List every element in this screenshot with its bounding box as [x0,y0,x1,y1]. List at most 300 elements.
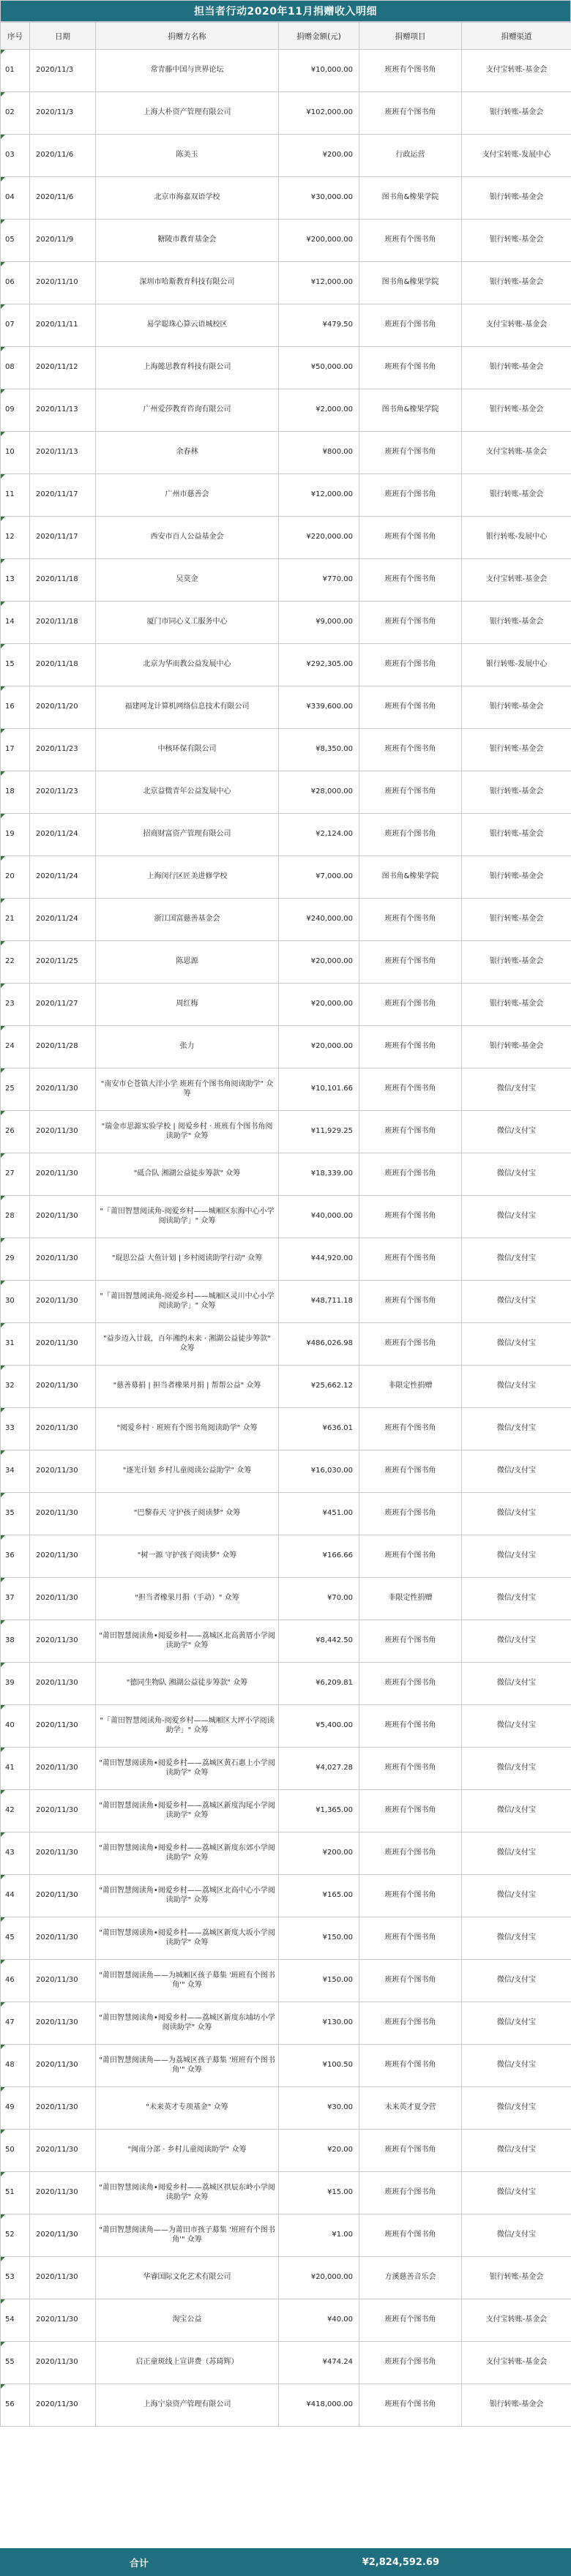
row-channel: 微信/支付宝 [462,1917,571,1960]
row-amount: ¥165.00 [279,1875,359,1917]
comment-marker-icon [1,2214,5,2219]
comment-marker-icon [1,1535,5,1540]
row-date: 2020/11/30 [30,2342,96,2384]
table-row [1,729,571,771]
row-donor: "阅爱乡村 · 班班有个图书角阅读助学" 众筹 [96,1408,279,1450]
row-date: 2020/11/30 [30,2045,96,2087]
table-row [1,559,571,602]
comment-marker-icon [1,2002,5,2007]
row-amount: ¥451.00 [279,1493,359,1535]
row-channel: 微信/支付宝 [462,1790,571,1832]
comment-marker-icon [1,814,5,818]
comment-marker-icon [1,474,5,479]
row-date: 2020/11/30 [30,1663,96,1705]
row-number [1,2214,30,2257]
row-project: 班班有个图书角 [359,1663,462,1705]
row-channel: 银行转账-基金会 [462,814,571,856]
row-channel: 支付宝转账-基金会 [462,2342,571,2384]
row-number [1,1748,30,1790]
row-number [1,1111,30,1153]
row-amount: ¥800.00 [279,432,359,474]
row-donor: "琨思公益 大鱼计划 | 乡村阅读助学行动" 众筹 [96,1238,279,1281]
header-donor: 捐赠方名称 [96,23,279,50]
row-date: 2020/11/30 [30,2214,96,2257]
comment-marker-icon [1,2384,5,2389]
table-row [1,1917,571,1960]
row-project: 方溪慈善音乐会 [359,2257,462,2299]
row-number [1,92,30,135]
row-amount: ¥25,662.12 [279,1366,359,1408]
row-number-text: 31 [5,1339,15,1348]
total-value: ¥2,824,592.69 [362,2556,439,2568]
table-row [1,1408,571,1450]
row-amount: ¥100.50 [279,2045,359,2087]
row-amount: ¥20.00 [279,2130,359,2172]
comment-marker-icon [1,2299,5,2304]
row-donor: 中核环保有限公司 [96,729,279,771]
comment-marker-icon [1,1578,5,1582]
row-number [1,1366,30,1408]
row-date: 2020/11/12 [30,347,96,389]
row-date: 2020/11/30 [30,1620,96,1663]
row-donor: "巴黎春天 守护孩子阅读梦" 众筹 [96,1493,279,1535]
table-row [1,1705,571,1748]
table-row [1,856,571,899]
row-donor: "莆田智慧阅读角•阅爱乡村——荔城区北高中心小学阅读助学" 众筹 [96,1875,279,1917]
row-amount: ¥150.00 [279,1960,359,2002]
row-donor: "逐光计划 乡村儿童阅读公益助学" 众筹 [96,1450,279,1493]
row-donor: 广州爱莎教育咨询有限公司 [96,389,279,432]
comment-marker-icon [1,899,5,903]
table-row [1,2002,571,2045]
row-number-text: 17 [5,745,15,754]
row-date: 2020/11/30 [30,1196,96,1238]
row-donor: 陈美玉 [96,135,279,177]
row-donor: "莆田智慧阅读角•阅爱乡村——荔城区新度沟尾小学阅读助学" 众筹 [96,1790,279,1832]
table-row [1,389,571,432]
row-project: 班班有个图书角 [359,1875,462,1917]
row-number-text: 36 [5,1551,15,1560]
row-number [1,1535,30,1578]
row-date: 2020/11/30 [30,1323,96,1366]
row-amount: ¥166.66 [279,1535,359,1578]
row-channel: 银行转账-基金会 [462,856,571,899]
row-date: 2020/11/6 [30,135,96,177]
row-channel: 支付宝转账-基金会 [462,432,571,474]
total-row [0,2548,571,2576]
row-donor: 招商财富资产管理有限公司 [96,814,279,856]
table-row [1,517,571,559]
row-donor: 北京市海嘉双语学校 [96,177,279,220]
row-project: 班班有个图书角 [359,2214,462,2257]
row-channel: 银行转账-基金会 [462,602,571,644]
row-project: 班班有个图书角 [359,432,462,474]
row-donor: 华睿国际文化艺术有限公司 [96,2257,279,2299]
row-number [1,2002,30,2045]
row-channel: 微信/支付宝 [462,1323,571,1366]
header-no: 序号 [1,23,30,50]
row-number [1,1578,30,1620]
table-row [1,1450,571,1493]
row-number-text: 54 [5,2315,15,2324]
row-number [1,1663,30,1705]
row-channel: 微信/支付宝 [462,1960,571,2002]
row-project: 班班有个图书角 [359,1790,462,1832]
row-number-text: 50 [5,2146,15,2154]
row-project: 图书角&橡果学院 [359,389,462,432]
row-channel: 微信/支付宝 [462,1196,571,1238]
row-project: 班班有个图书角 [359,814,462,856]
row-amount: ¥130.00 [279,2002,359,2045]
table-row [1,2172,571,2214]
row-date: 2020/11/30 [30,1960,96,2002]
table-row [1,432,571,474]
row-project: 班班有个图书角 [359,1832,462,1875]
row-date: 2020/11/25 [30,941,96,984]
row-date: 2020/11/17 [30,474,96,517]
row-project: 班班有个图书角 [359,941,462,984]
row-channel: 微信/支付宝 [462,2087,571,2130]
table-row [1,814,571,856]
row-number-text: 35 [5,1509,15,1518]
row-donor: 广州市慈善会 [96,474,279,517]
header-channel: 捐赠渠道 [462,23,571,50]
row-amount: ¥102,000.00 [279,92,359,135]
row-number [1,1323,30,1366]
row-project: 未来英才夏令营 [359,2087,462,2130]
comment-marker-icon [1,135,5,139]
row-donor: 上海懿思教育科技有限公司 [96,347,279,389]
comment-marker-icon [1,1238,5,1243]
row-number-text: 45 [5,1933,15,1942]
row-date: 2020/11/30 [30,1578,96,1620]
row-date: 2020/11/17 [30,517,96,559]
row-number-text: 30 [5,1297,15,1306]
row-channel: 微信/支付宝 [462,2172,571,2214]
row-date: 2020/11/30 [30,1366,96,1408]
row-amount: ¥20,000.00 [279,984,359,1026]
table-row [1,1748,571,1790]
row-donor: 上海闵行区匠美进修学校 [96,856,279,899]
row-date: 2020/11/30 [30,1705,96,1748]
row-channel: 微信/支付宝 [462,1535,571,1578]
row-donor: 福建网龙计算机网络信息技术有限公司 [96,686,279,729]
row-date: 2020/11/20 [30,686,96,729]
comment-marker-icon [1,644,5,648]
row-number [1,2130,30,2172]
table-row [1,304,571,347]
comment-marker-icon [1,602,5,606]
row-channel: 微信/支付宝 [462,1705,571,1748]
comment-marker-icon [1,1366,5,1370]
comment-marker-icon [1,1493,5,1497]
row-date: 2020/11/30 [30,1917,96,1960]
row-project: 班班有个图书角 [359,1748,462,1790]
comment-marker-icon [1,2257,5,2261]
row-donor: 陈思源 [96,941,279,984]
row-donor: 厦门市同心义工服务中心 [96,602,279,644]
row-number-text: 52 [5,2231,15,2239]
row-number-text: 19 [5,830,15,839]
row-date: 2020/11/30 [30,2087,96,2130]
row-channel: 支付宝转账-基金会 [462,2299,571,2342]
row-number [1,220,30,262]
comment-marker-icon [1,559,5,564]
row-amount: ¥9,000.00 [279,602,359,644]
table-row [1,1153,571,1196]
row-donor: 上海宁泉资产管理有限公司 [96,2384,279,2427]
row-number-text: 47 [5,2018,15,2027]
table-row [1,1366,571,1408]
row-amount: ¥486,026.98 [279,1323,359,1366]
row-donor: 北京益微青年公益发展中心 [96,771,279,814]
row-channel: 支付宝转账-基金会 [462,559,571,602]
comment-marker-icon [1,1153,5,1158]
row-amount: ¥20,000.00 [279,1026,359,1068]
row-number [1,517,30,559]
row-number [1,941,30,984]
row-project: 班班有个图书角 [359,899,462,941]
row-amount: ¥8,442.50 [279,1620,359,1663]
row-date: 2020/11/24 [30,899,96,941]
row-amount: ¥1.00 [279,2214,359,2257]
row-donor: 余春林 [96,432,279,474]
row-number-text: 07 [5,321,15,329]
row-project: 非限定性捐赠 [359,1366,462,1408]
row-amount: ¥5,400.00 [279,1705,359,1748]
row-channel: 微信/支付宝 [462,1748,571,1790]
row-project: 班班有个图书角 [359,1196,462,1238]
row-date: 2020/11/30 [30,1493,96,1535]
row-project: 班班有个图书角 [359,729,462,771]
row-donor: "瑞金市思源实验学校 | 阅爱乡村 · 班班有个图书角阅读助学" 众筹 [96,1111,279,1153]
row-number [1,602,30,644]
table-row [1,644,571,686]
row-number [1,474,30,517]
row-donor: "闽南分部 · 乡村儿童阅读助学" 众筹 [96,2130,279,2172]
row-amount: ¥70.00 [279,1578,359,1620]
header-project: 捐赠项目 [359,23,462,50]
row-donor: "担当者橡果月捐（手动）" 众筹 [96,1578,279,1620]
row-project: 班班有个图书角 [359,1450,462,1493]
row-number [1,1238,30,1281]
row-project: 班班有个图书角 [359,474,462,517]
row-date: 2020/11/23 [30,729,96,771]
row-date: 2020/11/30 [30,2384,96,2427]
row-number [1,1917,30,1960]
row-number [1,1790,30,1832]
row-amount: ¥15.00 [279,2172,359,2214]
row-donor: 常青藤中国与世界论坛 [96,50,279,92]
row-date: 2020/11/13 [30,432,96,474]
row-amount: ¥12,000.00 [279,474,359,517]
row-number [1,1408,30,1450]
row-number-text: 33 [5,1424,15,1433]
row-project: 班班有个图书角 [359,1960,462,2002]
row-project: 班班有个图书角 [359,686,462,729]
row-donor: "莆田智慧阅读角——为荔城区孩子募集 '班班有个图书角'" 众筹 [96,2045,279,2087]
comment-marker-icon [1,1748,5,1752]
row-amount: ¥40,000.00 [279,1196,359,1238]
row-donor: 吴莫金 [96,559,279,602]
comment-marker-icon [1,389,5,394]
comment-marker-icon [1,1323,5,1328]
row-channel: 银行转账-基金会 [462,941,571,984]
row-date: 2020/11/18 [30,559,96,602]
row-number-text: 23 [5,1000,15,1008]
row-channel: 银行转账-基金会 [462,984,571,1026]
row-number-text: 34 [5,1467,15,1475]
row-number [1,559,30,602]
row-donor: "「莆田智慧阅读角-阅爱乡村——城厢区灵川中心小学阅读助学」" 众筹 [96,1281,279,1323]
table-row [1,771,571,814]
row-project: 班班有个图书角 [359,2130,462,2172]
row-amount: ¥474.24 [279,2342,359,2384]
row-donor: "德同生物队 湘湖公益徒步筹款" 众筹 [96,1663,279,1705]
row-date: 2020/11/9 [30,220,96,262]
row-channel: 银行转账-基金会 [462,474,571,517]
row-amount: ¥11,929.25 [279,1111,359,1153]
row-channel: 银行转账-基金会 [462,92,571,135]
row-date: 2020/11/30 [30,1153,96,1196]
header-row [1,23,571,50]
row-project: 班班有个图书角 [359,92,462,135]
row-number-text: 02 [5,108,15,117]
row-date: 2020/11/30 [30,2299,96,2342]
comment-marker-icon [1,2087,5,2092]
table-row [1,1535,571,1578]
row-number-text: 06 [5,278,15,287]
row-project: 班班有个图书角 [359,1705,462,1748]
table-row [1,2087,571,2130]
row-project: 班班有个图书角 [359,1111,462,1153]
row-date: 2020/11/3 [30,50,96,92]
row-number [1,2045,30,2087]
table-row [1,1875,571,1917]
row-number-text: 40 [5,1721,15,1730]
row-number-text: 11 [5,490,15,499]
row-amount: ¥2,000.00 [279,389,359,432]
row-project: 班班有个图书角 [359,1323,462,1366]
row-number-text: 39 [5,1679,15,1688]
row-donor: "莆田智慧阅读角•阅爱乡村——荔城区北高黄厝小学阅读助学" 众筹 [96,1620,279,1663]
table-row [1,984,571,1026]
row-number [1,686,30,729]
comment-marker-icon [1,1620,5,1625]
row-date: 2020/11/10 [30,262,96,304]
row-number-text: 25 [5,1085,15,1093]
row-number-text: 41 [5,1764,15,1772]
table-row [1,1111,571,1153]
row-project: 班班有个图书角 [359,2384,462,2427]
row-channel: 银行转账-基金会 [462,899,571,941]
table-row [1,1663,571,1705]
row-amount: ¥339,600.00 [279,686,359,729]
row-channel: 微信/支付宝 [462,2045,571,2087]
row-number [1,2087,30,2130]
row-project: 班班有个图书角 [359,2342,462,2384]
row-date: 2020/11/30 [30,1068,96,1111]
row-number [1,262,30,304]
row-number [1,2342,30,2384]
row-project: 班班有个图书角 [359,2045,462,2087]
row-project: 班班有个图书角 [359,984,462,1026]
row-channel: 微信/支付宝 [462,1620,571,1663]
table-row [1,2342,571,2384]
row-date: 2020/11/30 [30,1281,96,1323]
row-amount: ¥220,000.00 [279,517,359,559]
row-date: 2020/11/3 [30,92,96,135]
comment-marker-icon [1,517,5,521]
row-channel: 银行转账-基金会 [462,729,571,771]
row-channel: 银行转账-基金会 [462,347,571,389]
row-channel: 微信/支付宝 [462,2130,571,2172]
row-project: 非限定性捐赠 [359,1578,462,1620]
row-donor: "莆田智慧阅读角——为莆田市孩子募集 '班班有个图书角'" 众筹 [96,2214,279,2257]
comment-marker-icon [1,1663,5,1667]
row-number [1,177,30,220]
row-number [1,389,30,432]
table-row [1,899,571,941]
row-number-text: 44 [5,1891,15,1900]
row-number-text: 18 [5,787,15,796]
row-project: 班班有个图书角 [359,2172,462,2214]
row-number-text: 16 [5,703,15,711]
row-donor: 浙江国富慈善基金会 [96,899,279,941]
row-number [1,1832,30,1875]
comment-marker-icon [1,347,5,351]
row-channel: 微信/支付宝 [462,1493,571,1535]
comment-marker-icon [1,1111,5,1115]
row-date: 2020/11/30 [30,1748,96,1790]
row-date: 2020/11/30 [30,2172,96,2214]
row-amount: ¥2,124.00 [279,814,359,856]
row-amount: ¥418,000.00 [279,2384,359,2427]
row-number [1,347,30,389]
table-row [1,474,571,517]
row-number [1,1281,30,1323]
row-number [1,1620,30,1663]
table-row [1,2257,571,2299]
row-amount: ¥30.00 [279,2087,359,2130]
table-row [1,1493,571,1535]
row-date: 2020/11/18 [30,602,96,644]
sheet-title: 担当者行动2020年11月捐赠收入明细 [0,0,571,22]
row-channel: 银行转账-基金会 [462,177,571,220]
row-date: 2020/11/30 [30,1111,96,1153]
table-row [1,1960,571,2002]
row-donor: "树一源 守护孩子阅读梦" 众筹 [96,1535,279,1578]
row-channel: 银行转账-基金会 [462,771,571,814]
row-channel: 微信/支付宝 [462,1068,571,1111]
table-row [1,2045,571,2087]
row-date: 2020/11/30 [30,2257,96,2299]
row-amount: ¥12,000.00 [279,262,359,304]
row-amount: ¥292,305.00 [279,644,359,686]
row-number [1,1068,30,1111]
row-number [1,1450,30,1493]
row-number-text: 55 [5,2358,15,2367]
table-row [1,1026,571,1068]
row-number [1,1960,30,2002]
row-number-text: 03 [5,151,15,160]
table-row [1,941,571,984]
row-project: 班班有个图书角 [359,1620,462,1663]
row-number [1,729,30,771]
comment-marker-icon [1,686,5,691]
row-number [1,1026,30,1068]
comment-marker-icon [1,2045,5,2049]
